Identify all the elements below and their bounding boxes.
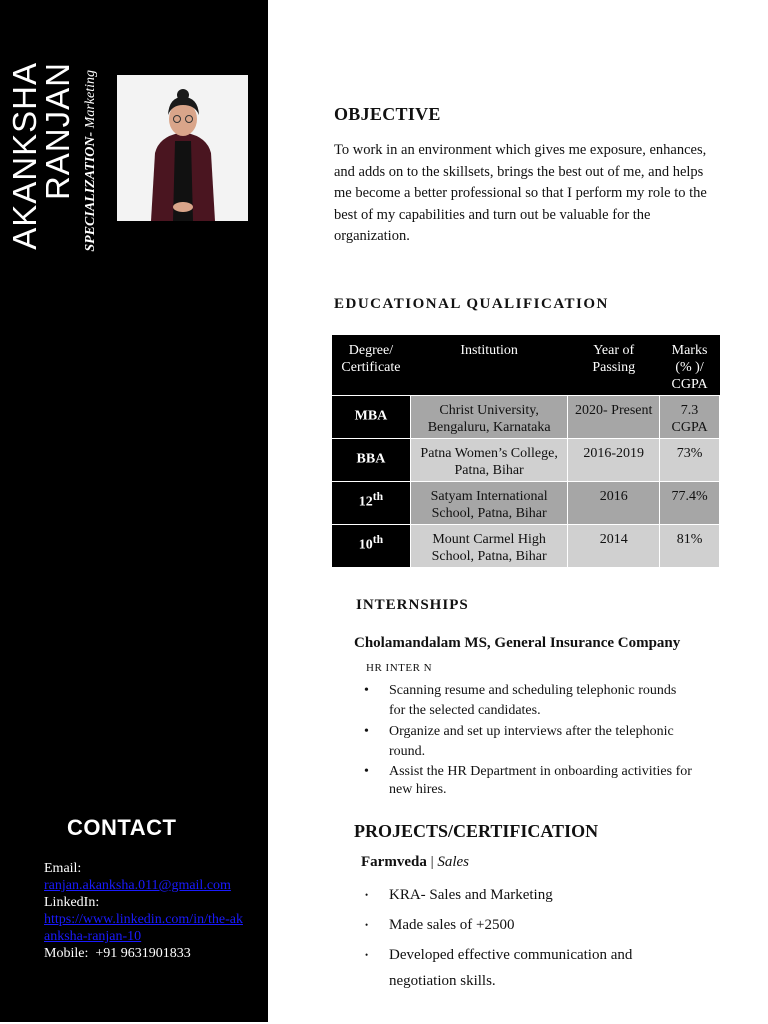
objective-heading: OBJECTIVE (334, 104, 441, 124)
mobile-row (44, 945, 244, 962)
list-item: • Organize and set up interviews after the telephonic round. (362, 722, 692, 762)
institution-cell: Christ University, Bengaluru, Karnataka (410, 396, 567, 439)
degree-cell: 12th (332, 482, 411, 525)
contact-title: CONTACT (67, 815, 177, 840)
list-item: • KRA- Sales and Marketing (362, 882, 692, 908)
degree-cell: BBA (332, 439, 411, 482)
year-cell: 2016 (568, 482, 660, 525)
contact-details (44, 860, 244, 962)
institution-cell: Patna Women’s College, Patna, Bihar (410, 439, 567, 482)
institution-cell: Mount Carmel High School, Patna, Bihar (410, 525, 567, 568)
specialization-value: Marketing (83, 70, 98, 132)
objective-text: To work in an environment which gives me exposure, enhances, and adds on to the skillsets, brings the best out of me, and helps me become a better professional so that I perform my role to the best of my capabilities and turn out be valuable for the organization. (334, 142, 707, 244)
email-label: Email: (44, 861, 82, 876)
project-separator: | (426, 854, 438, 870)
list-item: • Developed effective communication and negotiation skills. (362, 942, 692, 994)
table-row (332, 396, 720, 439)
projects-heading: PROJECTS/CERTIFICATION (354, 821, 599, 841)
degree-cell: MBA (332, 396, 411, 439)
institution-cell: Satyam International School, Patna, Bihar (410, 482, 567, 525)
sidebar (0, 0, 268, 1022)
profile-photo (117, 75, 248, 221)
marks-cell: 81% (660, 525, 720, 568)
table-row (332, 525, 720, 568)
table-row (332, 439, 720, 482)
table-row (332, 482, 720, 525)
project-bullets (362, 882, 692, 998)
name-last: RANJAN (39, 62, 76, 201)
marks-cell: 7.3 CGPA (660, 396, 720, 439)
year-cell: 2016-2019 (568, 439, 660, 482)
person-silhouette-icon (117, 75, 248, 221)
internship-role: HR INTER N (366, 662, 433, 674)
list-item: • Made sales of +2500 (362, 912, 692, 938)
year-cell: 2020- Present (568, 396, 660, 439)
education-table (331, 335, 720, 568)
header-marks: Marks (% )/ CGPA (660, 335, 720, 396)
marks-cell: 73% (660, 439, 720, 482)
education-heading: EDUCATIONAL QUALIFICATION (334, 296, 609, 312)
project-name: Farmveda (361, 854, 427, 870)
internship-company: Cholamandalam MS, General Insurance Company (354, 635, 681, 651)
specialization (80, 70, 102, 266)
project-subtitle: Sales (437, 854, 470, 870)
year-cell: 2014 (568, 525, 660, 568)
internship-bullets (362, 681, 692, 800)
header-degree: Degree/ Certificate (332, 335, 411, 396)
candidate-name (8, 62, 82, 278)
project-title (361, 854, 469, 871)
degree-cell: 10th (332, 525, 411, 568)
header-year: Year of Passing (568, 335, 660, 396)
internships-heading: INTERNSHIPS (356, 597, 469, 613)
mobile-value: +91 9631901833 (95, 946, 191, 961)
list-item: • Assist the HR Department in onboarding activities for new hires. (362, 763, 692, 799)
specialization-label: SPECIALIZATION- (83, 131, 98, 252)
mobile-label: Mobile: (44, 946, 89, 961)
table-header-row (332, 335, 720, 396)
marks-cell: 77.4% (660, 482, 720, 525)
linkedin-label: LinkedIn: (44, 895, 100, 910)
list-item: • Scanning resume and scheduling telephonic rounds for the selected candidates. (362, 681, 692, 721)
linkedin-link[interactable]: https://www.linkedin.com/in/the-akanksha-ranjan-10 (44, 912, 243, 944)
email-link[interactable]: ranjan.akanksha.011@gmail.com (44, 878, 231, 893)
header-institution: Institution (410, 335, 567, 396)
name-first: AKANKSHA (6, 62, 43, 250)
